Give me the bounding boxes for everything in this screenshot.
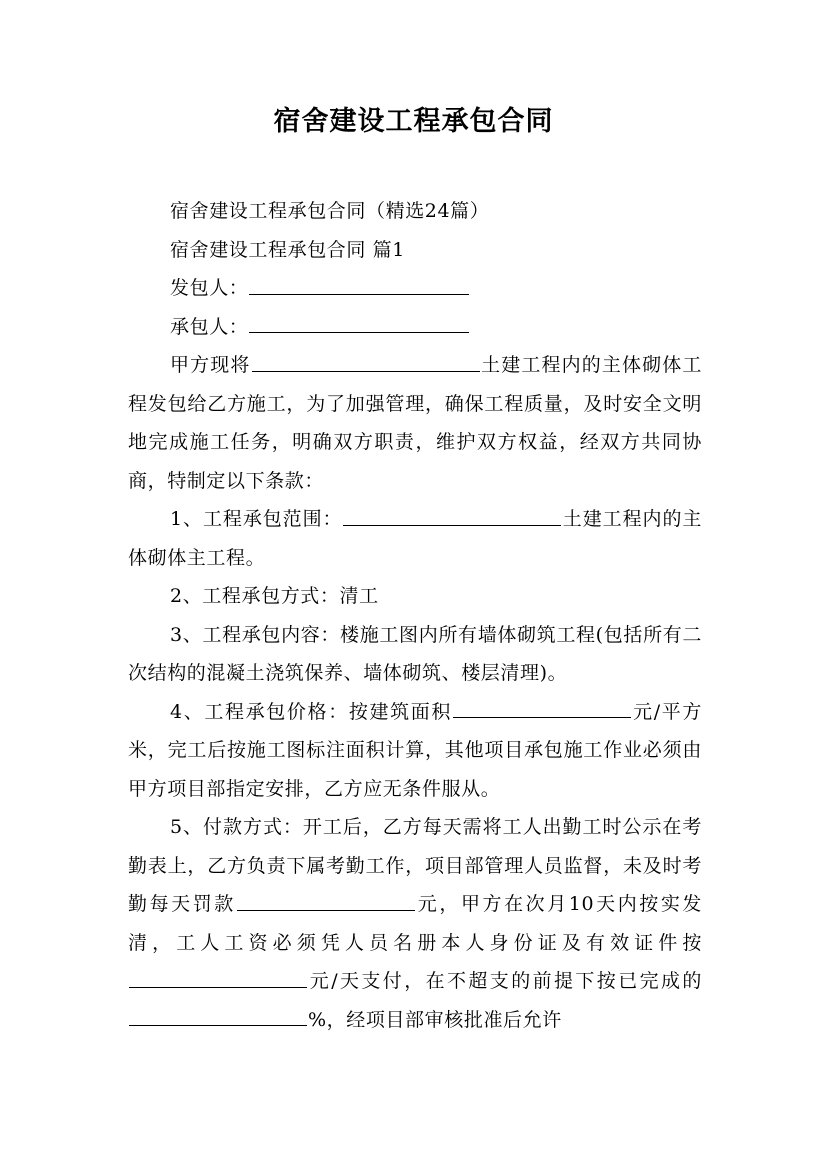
subtitle: 宿舍建设工程承包合同（精选24篇） [170,200,490,222]
intro-paragraph [128,346,702,500]
clause-4-prefix: 4、工程承包价格：按建筑面积 [170,700,453,723]
intro-prefix: 甲方现将 [170,354,251,376]
party-b-line [128,308,702,347]
clause-3: 3、工程承包内容：楼施工图内所有墙体砌筑工程(包括所有二次结构的混凝土浇筑保养、墙体砌筑、楼层清理)。 [128,623,702,684]
percent-blank [129,1006,307,1027]
project-blank [252,351,480,372]
intro-suffix: 土建工程内的主体砌体工程发包给乙方施工，为了加强管理，确保工程质量，及时安全文明地完成施工任务，明确双方职责，维护双方权益，经双方共同协商，特制定以下条款： [128,354,702,492]
clause-5-part-2: 元，甲方在次月10天内按实发清，工人工资必须凭人员名册本人身份证及有效证件按 [128,893,702,954]
party-b-label: 承包人： [170,315,249,338]
clause-1-suffix: 土建工程内的主体砌体主工程。 [128,508,702,569]
clause-5-part-1: 5、付款方式：开工后，乙方每天需将工人出勤工时公示在考勤表上，乙方负责下属考勤工作，项目部管理人员监督，未及时考勤每天罚款 [128,816,702,915]
section-heading: 宿舍建设工程承包合同 篇1 [170,238,405,261]
party-a-blank [249,274,469,295]
clause-5 [128,808,702,1039]
scope-blank [343,505,561,526]
penalty-blank [237,890,415,911]
clause-2: 2、工程承包方式：清工 [170,585,379,607]
clause-4-suffix: 元/平方米，完工后按施工图标注面积计算，其他项目承包施工作业必须由甲方项目部指定安排，乙方应无条件服从。 [128,700,702,800]
clause-5-part-3: 元/天支付，在不超支的前提下按已完成的 [308,970,702,992]
document-title: 宿舍建设工程承包合同 [273,106,554,137]
clause-1 [128,500,702,577]
clause-4 [128,693,702,809]
party-b-blank [249,313,469,334]
party-a-label: 发包人： [170,277,249,299]
party-a-line [128,269,702,308]
clause-5-part-4: %，经项目部审核批准后允许 [308,1008,562,1031]
daily-wage-blank [129,967,307,988]
clause-1-prefix: 1、工程承包范围： [170,508,343,530]
document-body [128,192,702,1039]
price-blank [453,698,631,719]
